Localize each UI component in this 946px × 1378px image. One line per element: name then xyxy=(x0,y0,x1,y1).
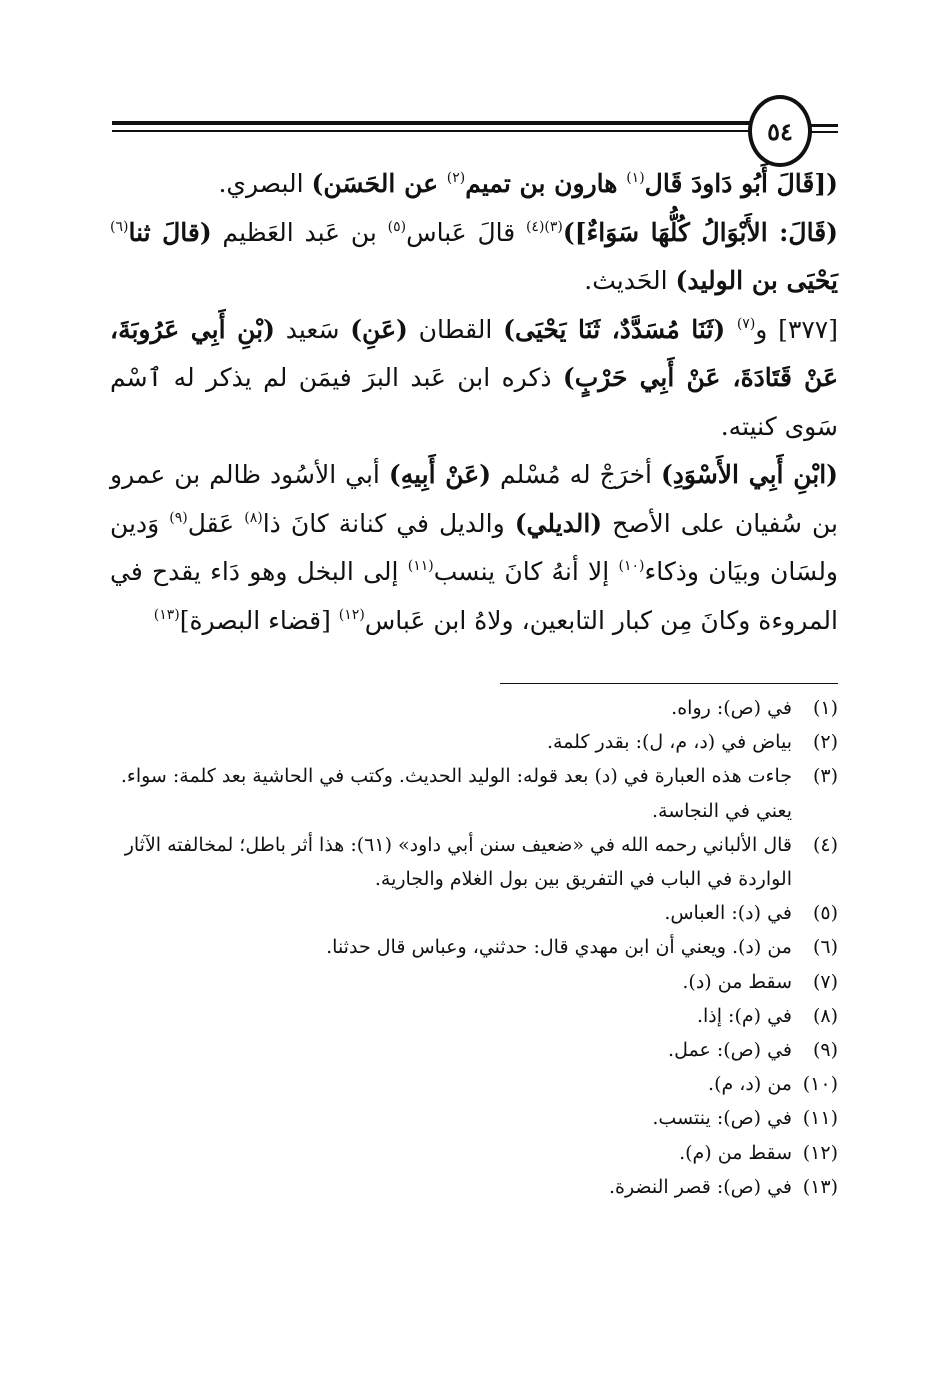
footnote-ref: (٦) xyxy=(110,218,129,235)
footnote-text: سقط من (م). xyxy=(679,1141,792,1164)
header-rule-thin xyxy=(112,130,752,132)
bold-text-run: (قالَ ثنا xyxy=(128,217,212,247)
footnote-text: في (ص): عمل. xyxy=(668,1039,792,1062)
footnote-text: قال الألباني رحمه الله في «ضعيف سنن أبي داود» (٦١): هذا أثر باطل؛ لمخالفته الآثار الواردة في الباب في التفريق بين بول الغلام والجارية. xyxy=(124,833,792,891)
footnote-number: (١) xyxy=(812,697,838,719)
footnote-ref: (٨) xyxy=(244,509,263,526)
paragraph xyxy=(110,160,838,209)
paragraph xyxy=(110,451,838,645)
footnote-text: في (د): العباس. xyxy=(664,902,792,925)
footnote-number: (١١) xyxy=(802,1107,838,1130)
paragraph xyxy=(110,209,838,306)
footnote-ref: (٩) xyxy=(169,509,188,526)
text-run: وَدين ولسَان وبيَان وذكاء xyxy=(110,508,839,586)
footnote xyxy=(110,1136,838,1170)
footnote-ref: (٢) xyxy=(446,170,466,186)
text-run: [٣٧٧] و xyxy=(755,314,838,344)
footnote xyxy=(110,965,838,999)
footnote xyxy=(110,1033,838,1067)
main-text xyxy=(110,160,838,645)
footnote-number: (٨) xyxy=(812,1004,838,1027)
footnote-ref: (١١) xyxy=(407,558,434,574)
footnote-number: (٥) xyxy=(812,902,838,925)
footnote-text: في (ص): قصر النضرة. xyxy=(608,1175,792,1198)
footnote-number: (٩) xyxy=(812,1039,838,1062)
bold-text-run: (قَالَ: الأَبْوَالُ كُلُّهَا سَوَاءٌ]) xyxy=(562,217,838,247)
footnote-text: في (م): إذا. xyxy=(696,1004,792,1027)
text-run: عَقل xyxy=(187,508,245,538)
bold-text-run: ([قَالَ أَبُو دَاودَ قَال xyxy=(644,169,838,198)
footnote-number: (٧) xyxy=(812,970,838,993)
bold-text-run: يَحْيَى بن الوليد) xyxy=(675,266,838,295)
bold-text-run: (عَنِ) xyxy=(350,314,408,344)
footnotes xyxy=(110,691,838,1204)
footnote-ref: (٧) xyxy=(736,315,756,332)
text-run: البصري. xyxy=(218,169,312,198)
footnote-number: (١٢) xyxy=(802,1141,838,1164)
footnote xyxy=(110,691,838,725)
text-run: قالَ عَباس xyxy=(406,217,526,247)
footnote xyxy=(110,759,838,827)
footnote-number: (٦) xyxy=(812,936,838,959)
footnote-number: (١٠) xyxy=(802,1073,838,1096)
footnote xyxy=(110,999,838,1033)
footnote xyxy=(110,725,838,759)
footnote-text: بياض في (د، م، ل): بقدر كلمة. xyxy=(546,731,792,754)
text-run: ذكره ابن عَبد البرَ فيمَن لم يذكر له ٱسْم سَوى كنيته. xyxy=(110,363,838,441)
bold-text-run: (ثَنَا مُسَدَّدٌ، ثَنَا يَحْيَى) xyxy=(503,314,737,344)
bold-text-run: (الديلي) xyxy=(514,508,603,538)
bold-text-run: (ابْنِ أَبِي الأَسْوَدِ) xyxy=(660,460,838,489)
footnote-number: (٢) xyxy=(812,731,838,754)
footnote-ref: (٣)(٤) xyxy=(525,218,563,235)
footnote xyxy=(110,930,838,964)
text-run: بن عَبد العَظيم xyxy=(211,217,388,247)
text-run: أبي الأسُود ظالم بن عمرو بن سُفيان على الأصح xyxy=(110,460,838,538)
footnote-ref: (١٢) xyxy=(338,606,365,623)
page-number-badge xyxy=(748,95,812,167)
text-run: والديل في كنانة كانَ ذا xyxy=(262,508,515,538)
footnote xyxy=(110,896,838,930)
footnote-ref: (١٠) xyxy=(618,558,645,574)
footnote xyxy=(110,1067,838,1101)
footnote-text: من (د، م). xyxy=(708,1073,792,1096)
bold-text-run: (بْنِ أَبِي عَرُوبَةَ، عَنْ قَتَادَةَ، عَنْ أَبِي حَرْبٍ) xyxy=(110,314,838,392)
footnote-number: (٣) xyxy=(812,765,838,788)
text-run: سَعيد xyxy=(274,314,351,344)
footnote-text: جاءت هذه العبارة في (د) بعد قوله: الوليد الحديث. وكتب في الحاشية بعد كلمة: سواء. يعني في النجاسة. xyxy=(120,765,792,822)
footnote-text: من (د). ويعني أن ابن مهدي قال: حدثني، وعباس قال حدثنا. xyxy=(326,936,792,959)
footnote-ref: (٥) xyxy=(387,218,407,235)
paragraph xyxy=(110,306,838,452)
bold-text-run: هارون بن تميم xyxy=(465,169,627,198)
footnote-text: سقط من (د). xyxy=(682,970,792,993)
text-run: [قضاء البصرة] xyxy=(179,605,339,635)
footnote xyxy=(110,1170,838,1204)
text-run: القطان xyxy=(407,314,504,344)
text-run: إلى البخل وهو دَاء يقدح في المروءة وكانَ مِن كبار التابعين، ولاهُ ابن عَباس xyxy=(110,557,838,635)
text-run: الحَديث. xyxy=(584,266,676,295)
footnote-text: في (ص): ينتسب. xyxy=(652,1107,792,1130)
footnote-number: (٤) xyxy=(812,833,838,856)
page-number: ٥٤ xyxy=(767,116,793,146)
bold-text-run: عن الحَسَن) xyxy=(311,169,447,198)
footnote xyxy=(110,828,838,896)
text-run: أخرَجْ له مُسْلم xyxy=(491,460,661,489)
footnote-ref: (١) xyxy=(626,170,645,186)
footnote-separator xyxy=(500,683,838,684)
footnote-number: (١٣) xyxy=(802,1175,838,1198)
text-run: إلا أنهُ كانَ ينسب xyxy=(433,557,619,586)
header-rule xyxy=(112,121,752,125)
footnote xyxy=(110,1101,838,1135)
footnote-text: في (ص): رواه. xyxy=(671,697,792,719)
bold-text-run: (عَنْ أَبِيهِ) xyxy=(388,460,492,489)
footnote-ref: (١٣) xyxy=(153,606,180,623)
